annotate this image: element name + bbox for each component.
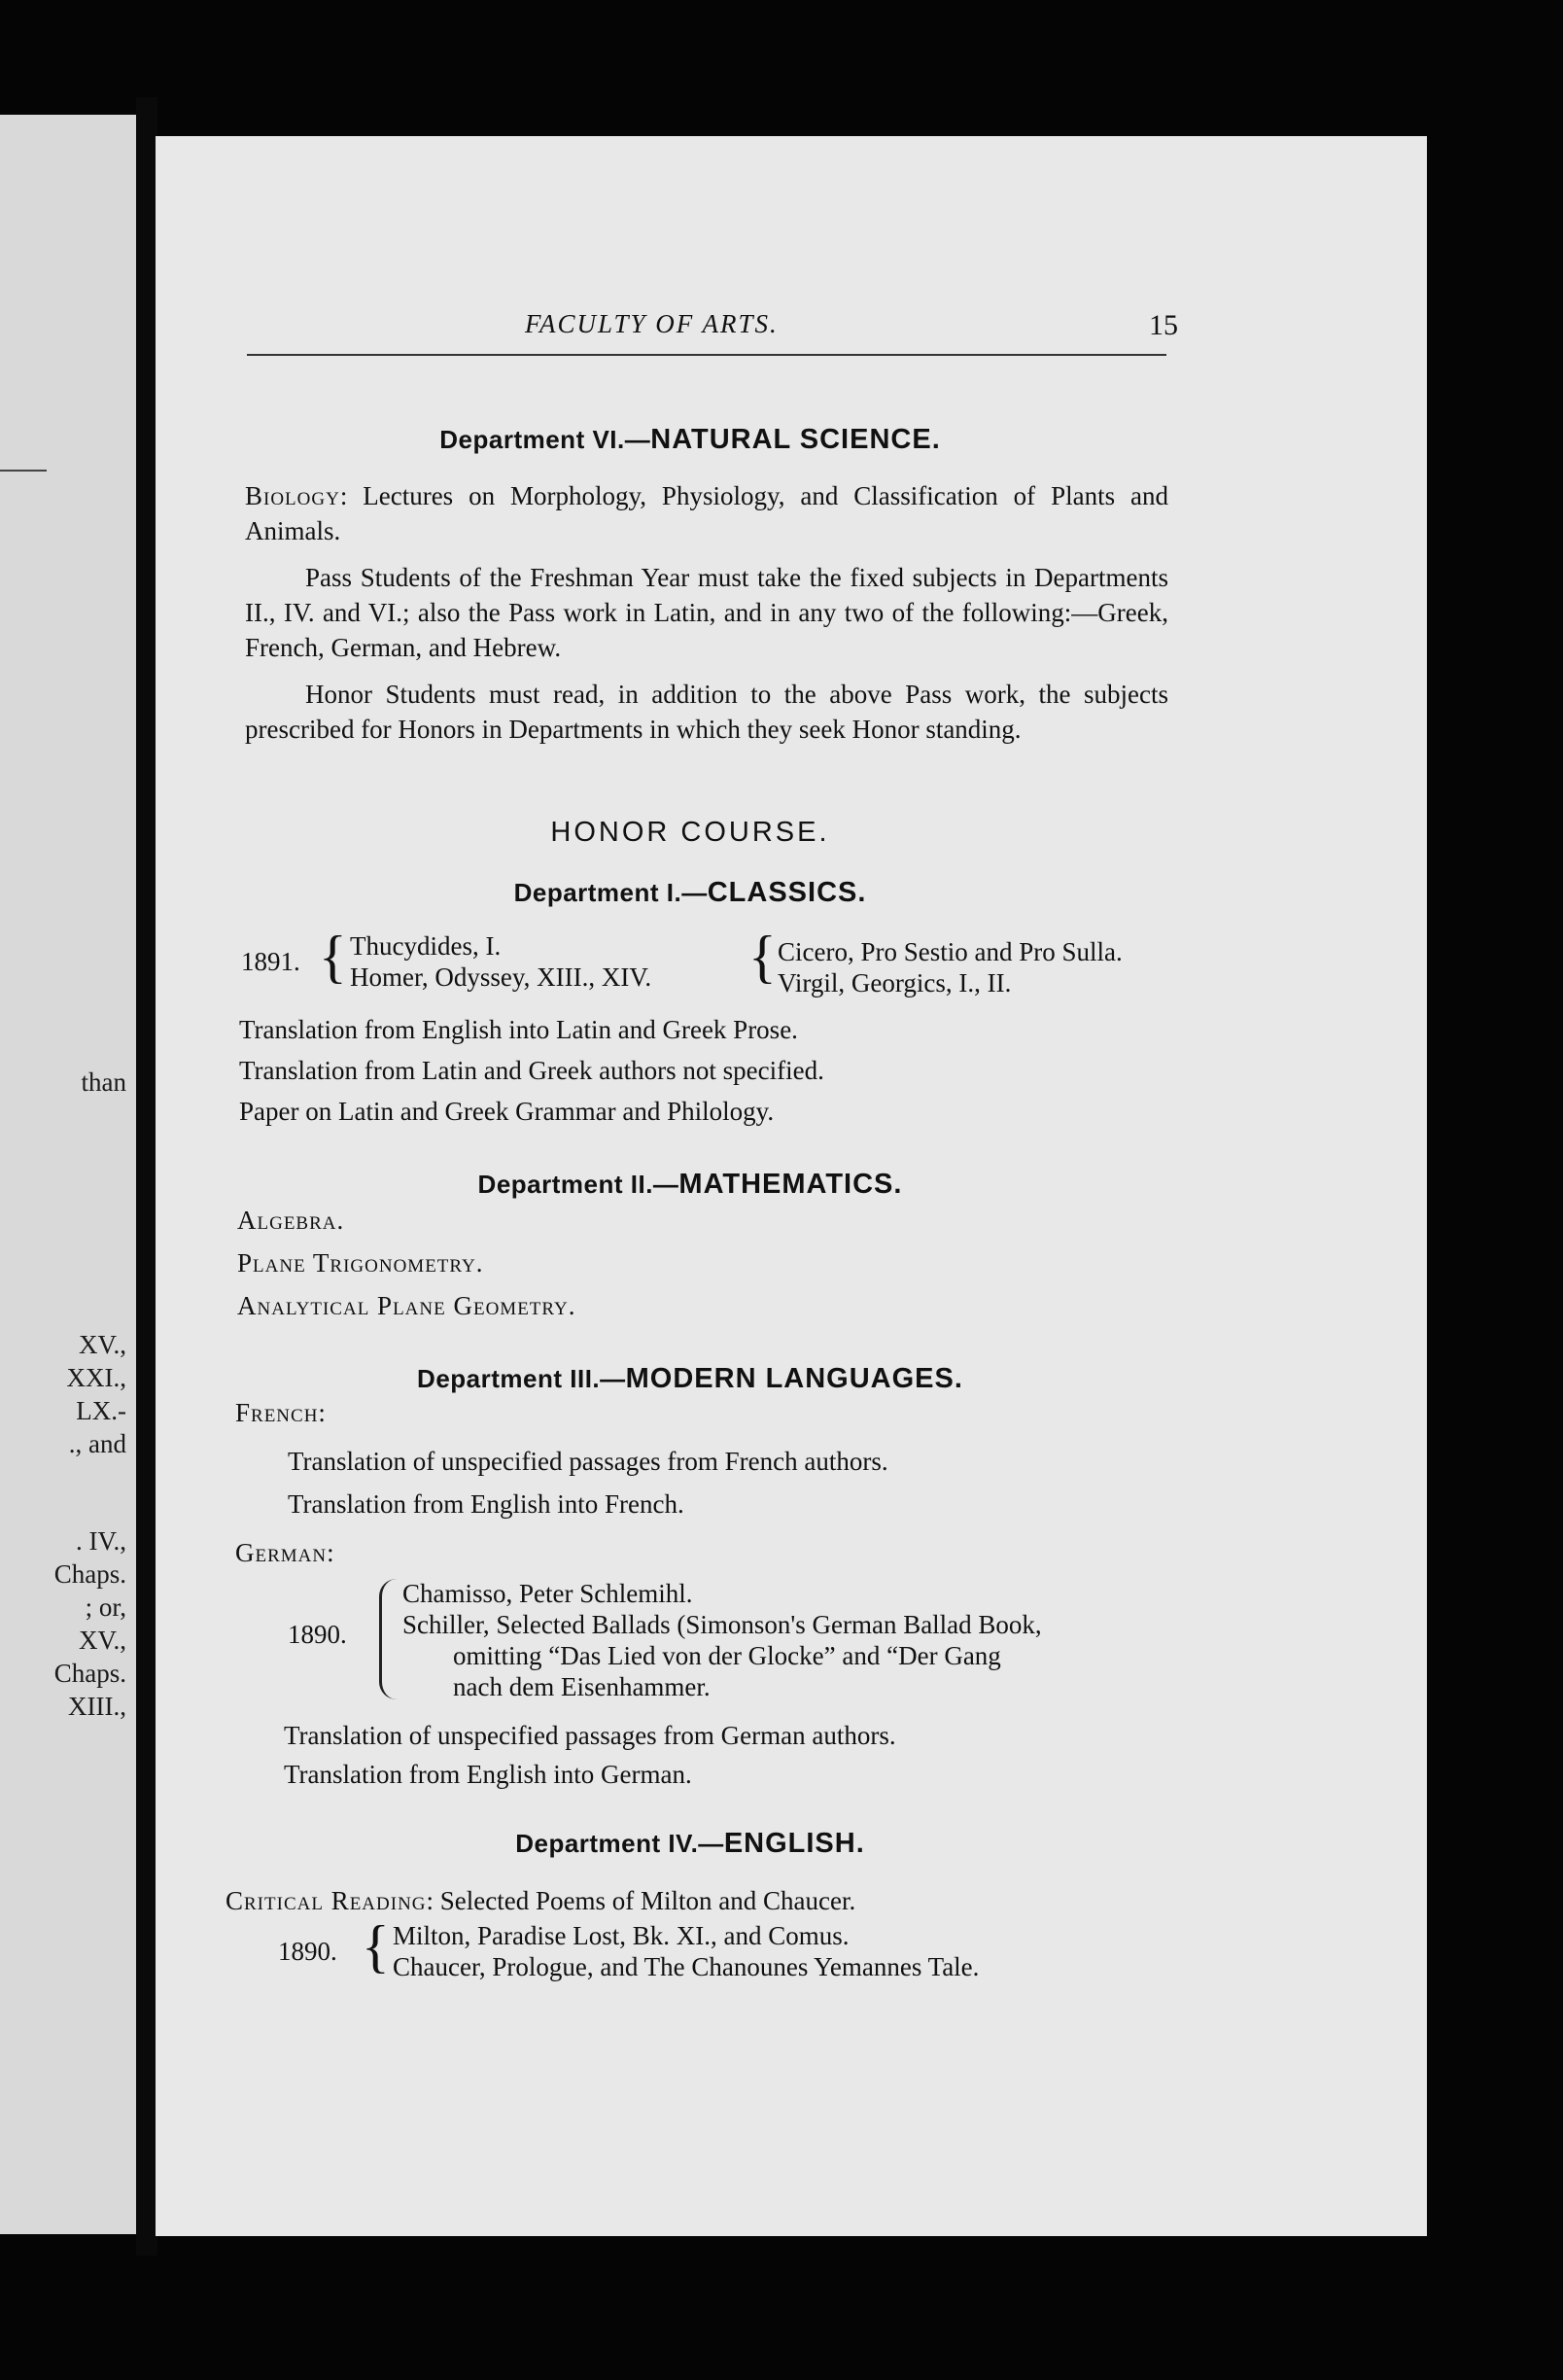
classics-requirement: Translation from Latin and Greek authors not specified. bbox=[239, 1056, 824, 1085]
brace: { bbox=[319, 925, 347, 989]
critical-reading-line bbox=[226, 1886, 855, 1916]
dept1-heading bbox=[156, 877, 1225, 909]
critical-reading-text: : Selected Poems of Milton and Chaucer. bbox=[426, 1886, 856, 1915]
german-author: omitting “Das Lied von der Glocke” and “Der Gang bbox=[453, 1641, 1001, 1670]
dept2-name: MATHEMATICS. bbox=[678, 1169, 903, 1200]
german-author: nach dem Eisenhammer. bbox=[453, 1672, 711, 1701]
brace: { bbox=[362, 1914, 390, 1978]
running-head: FACULTY OF ARTS. bbox=[525, 309, 779, 338]
french-requirement: Translation from English into French. bbox=[288, 1489, 684, 1519]
facing-page bbox=[0, 115, 136, 2234]
dept6-prefix: Department VI.— bbox=[439, 425, 651, 454]
german-year: 1890. bbox=[288, 1620, 347, 1649]
classics-author: Thucydides, I. bbox=[350, 931, 502, 961]
dept4-heading bbox=[156, 1828, 1225, 1860]
facing-page-fragment: Chaps. bbox=[53, 1659, 126, 1688]
dept3-prefix: Department III.— bbox=[417, 1364, 626, 1393]
classics-requirement: Paper on Latin and Greek Grammar and Philology. bbox=[239, 1097, 775, 1126]
header-rule bbox=[247, 354, 1166, 356]
biology-paragraph bbox=[245, 478, 1168, 548]
critical-reading-label: Critical Reading bbox=[226, 1886, 427, 1915]
pass-students-paragraph: Pass Students of the Freshman Year must take the fixed subjects in Departments II., IV. and VI.; also the Pass work in Latin, and in any two of the following:—Greek, French, German, and Hebrew. bbox=[245, 563, 1168, 662]
facing-page-fragment: XXI., bbox=[66, 1363, 126, 1392]
german-requirement: Translation of unspecified passages from German authors. bbox=[284, 1721, 896, 1750]
english-text: Milton, Paradise Lost, Bk. XI., and Comus. bbox=[393, 1921, 850, 1950]
german-author: Schiller, Selected Ballads (Simonson's German Ballad Book, bbox=[402, 1610, 1042, 1639]
facing-page-fragment: LX.- bbox=[76, 1396, 126, 1425]
classics-requirement: Translation from English into Latin and Greek Prose. bbox=[239, 1015, 798, 1044]
biology-label: Biology bbox=[245, 481, 340, 510]
dept6-heading bbox=[156, 424, 1225, 456]
page-number: 15 bbox=[1149, 309, 1178, 341]
dept4-year: 1890. bbox=[278, 1937, 337, 1966]
facing-page-fragment: XV., bbox=[78, 1626, 126, 1655]
dept3-name: MODERN LANGUAGES. bbox=[625, 1363, 963, 1394]
brace: { bbox=[748, 925, 777, 989]
facing-page-fragment: . IV., bbox=[75, 1526, 126, 1556]
facing-page-rule bbox=[0, 470, 47, 472]
brace bbox=[379, 1579, 399, 1699]
german-author: Chamisso, Peter Schlemihl. bbox=[402, 1579, 693, 1608]
math-subject: Algebra. bbox=[237, 1206, 345, 1235]
dept1-year: 1891. bbox=[241, 947, 300, 976]
math-subject: Analytical Plane Geometry. bbox=[237, 1291, 576, 1320]
classics-author: Homer, Odyssey, XIII., XIV. bbox=[350, 962, 652, 992]
facing-page-fragment: XV., bbox=[78, 1330, 126, 1359]
facing-page-fragment: XIII., bbox=[68, 1692, 126, 1721]
dept3-heading bbox=[156, 1363, 1225, 1395]
book-gutter bbox=[136, 97, 157, 2256]
german-requirement: Translation from English into German. bbox=[284, 1760, 692, 1789]
dept2-prefix: Department II.— bbox=[477, 1170, 679, 1199]
math-subject: Plane Trigonometry. bbox=[237, 1248, 484, 1278]
classics-author: Cicero, Pro Sestio and Pro Sulla. bbox=[778, 937, 1123, 966]
facing-page-fragment: ., and bbox=[68, 1429, 126, 1458]
honor-course-heading: HONOR COURSE. bbox=[550, 817, 830, 848]
facing-page-fragment: ; or, bbox=[85, 1592, 126, 1622]
german-label: German: bbox=[235, 1538, 335, 1567]
honor-students-paragraph: Honor Students must read, in addition to the above Pass work, the subjects prescribed for Honors in Departments in which they seek Honor standing. bbox=[245, 680, 1168, 744]
book-page bbox=[156, 136, 1427, 2236]
french-label: French: bbox=[235, 1398, 327, 1427]
facing-page-fragment: than bbox=[81, 1068, 126, 1097]
dept4-prefix: Department IV.— bbox=[515, 1829, 724, 1858]
french-requirement: Translation of unspecified passages from French authors. bbox=[288, 1447, 888, 1476]
dept6-name: NATURAL SCIENCE. bbox=[650, 424, 941, 455]
biology-text: : Lectures on Morphology, Physiology, and Classification of Plants and Animals. bbox=[245, 481, 1168, 545]
facing-page-fragment: Chaps. bbox=[53, 1559, 126, 1589]
dept4-name: ENGLISH. bbox=[723, 1828, 865, 1859]
classics-author: Virgil, Georgics, I., II. bbox=[778, 968, 1012, 998]
dept1-name: CLASSICS. bbox=[707, 877, 867, 908]
english-text: Chaucer, Prologue, and The Chanounes Yemannes Tale. bbox=[393, 1952, 980, 1981]
dept2-heading bbox=[156, 1169, 1225, 1201]
dept1-prefix: Department I.— bbox=[513, 878, 708, 907]
